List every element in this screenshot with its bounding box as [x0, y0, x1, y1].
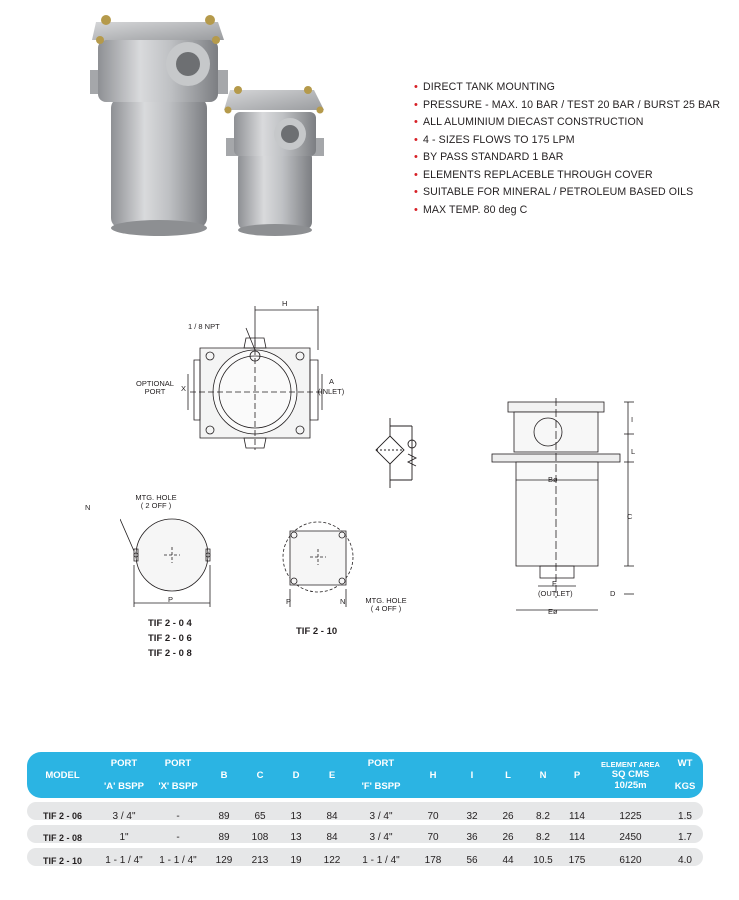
header-port-f-type: 'F' BSPP [361, 781, 401, 792]
bullet-icon: • [414, 203, 418, 216]
feature-item: • PRESSURE - MAX. 10 BAR / TEST 20 BAR / BURST 25 BAR [414, 98, 721, 111]
model-name: TIF 2 - 0 4 [148, 618, 192, 629]
model-name: TIF 2 - 0 8 [148, 648, 192, 659]
label-c: C [627, 512, 633, 521]
label-n-small: N [85, 503, 91, 512]
header-port-a: PORT [110, 758, 138, 769]
label-e: Eø [548, 607, 558, 616]
large-filter-image [90, 15, 228, 236]
header-element-area: ELEMENT AREA SQ CMS 10/25m [601, 759, 660, 791]
header-n: N [539, 769, 547, 781]
bullet-icon: • [414, 133, 418, 146]
header-b: B [220, 769, 228, 781]
feature-item: • ELEMENTS REPLACEBLE THROUGH COVER [414, 168, 653, 181]
label-a: A [329, 377, 335, 386]
product-photo [78, 10, 340, 240]
label-mtg-hole-large: MTG. HOLE [365, 596, 407, 605]
feature-item: • ALL ALUMINIUM DIECAST CONSTRUCTION [414, 116, 644, 128]
feature-item: • BY PASS STANDARD 1 BAR [414, 151, 564, 163]
label-h: H [282, 299, 288, 308]
bullet-icon: • [414, 98, 418, 111]
spec-table [27, 752, 703, 872]
header-port-x-type: 'X' BSPP [158, 781, 198, 792]
label-n-large: N [340, 597, 346, 606]
header-port-a-type: 'A' BSPP [104, 781, 144, 792]
table-row: TIF 2 - 06 3 / 4" - 89 65 13 84 3 / 4" 70 32 26 8.2 114 1225 1.5 [42, 810, 692, 822]
bullet-icon: • [414, 151, 418, 163]
header-e: E [328, 769, 336, 781]
label-b: Bø [548, 475, 558, 484]
label-off-large: ( 4 OFF ) [370, 604, 402, 613]
bullet-icon: • [414, 116, 418, 128]
label-l: L [631, 447, 636, 456]
header-p: P [573, 769, 581, 781]
feature-item: • 4 - SIZES FLOWS TO 175 LPM [414, 133, 575, 146]
label-inlet: (INLET) [318, 387, 345, 396]
hydraulic-symbol-icon [372, 414, 422, 492]
header-kgs: KGS [674, 781, 696, 792]
header-model: MODEL [45, 769, 80, 781]
header-l: L [505, 769, 511, 781]
label-p-small: P [168, 595, 174, 604]
bullet-icon: • [414, 186, 418, 198]
label-i: I [631, 415, 634, 424]
header-h: H [429, 769, 437, 781]
header-c: C [256, 769, 264, 781]
model-name: TIF 2 - 10 [296, 626, 338, 637]
feature-item: • MAX TEMP. 80 deg C [414, 203, 528, 216]
header-wt: WT [677, 758, 693, 769]
table-row: TIF 2 - 08 1" - 89 108 13 84 3 / 4" 70 36 26 8.2 114 2450 1.7 [42, 832, 692, 843]
small-filter-image [224, 86, 324, 236]
bullet-icon: • [414, 81, 418, 93]
table-row: TIF 2 - 10 1 - 1 / 4" 1 - 1 / 4" 129 213 19 122 1 - 1 / 4" 178 56 44 10.5 175 6120 4.0 [42, 855, 692, 866]
feature-item: • DIRECT TANK MOUNTING [414, 81, 556, 93]
side-view-drawing [488, 398, 648, 618]
label-off-small: ( 2 OFF ) [140, 501, 172, 510]
label-f: F [552, 579, 557, 588]
label-outlet: (OUTLET) [538, 589, 573, 598]
label-mtg-hole-small: MTG. HOLE [135, 493, 177, 502]
feature-list [414, 79, 720, 219]
bullet-icon: • [414, 168, 418, 181]
label-optional-port: OPTIONAL PORT [136, 379, 174, 396]
header-port-f: PORT [367, 758, 395, 769]
model-name: TIF 2 - 0 6 [148, 633, 192, 644]
label-npt: 1 / 8 NPT [188, 322, 220, 331]
feature-item: • SUITABLE FOR MINERAL / PETROLEUM BASED OILS [414, 186, 694, 198]
header-port-x: PORT [164, 758, 192, 769]
label-p-large: P [286, 597, 292, 606]
large-mounting-plate-drawing [278, 515, 358, 610]
label-x: X [181, 384, 187, 393]
header-i: I [470, 769, 474, 781]
header-d: D [292, 769, 300, 781]
label-d: D [610, 589, 616, 598]
